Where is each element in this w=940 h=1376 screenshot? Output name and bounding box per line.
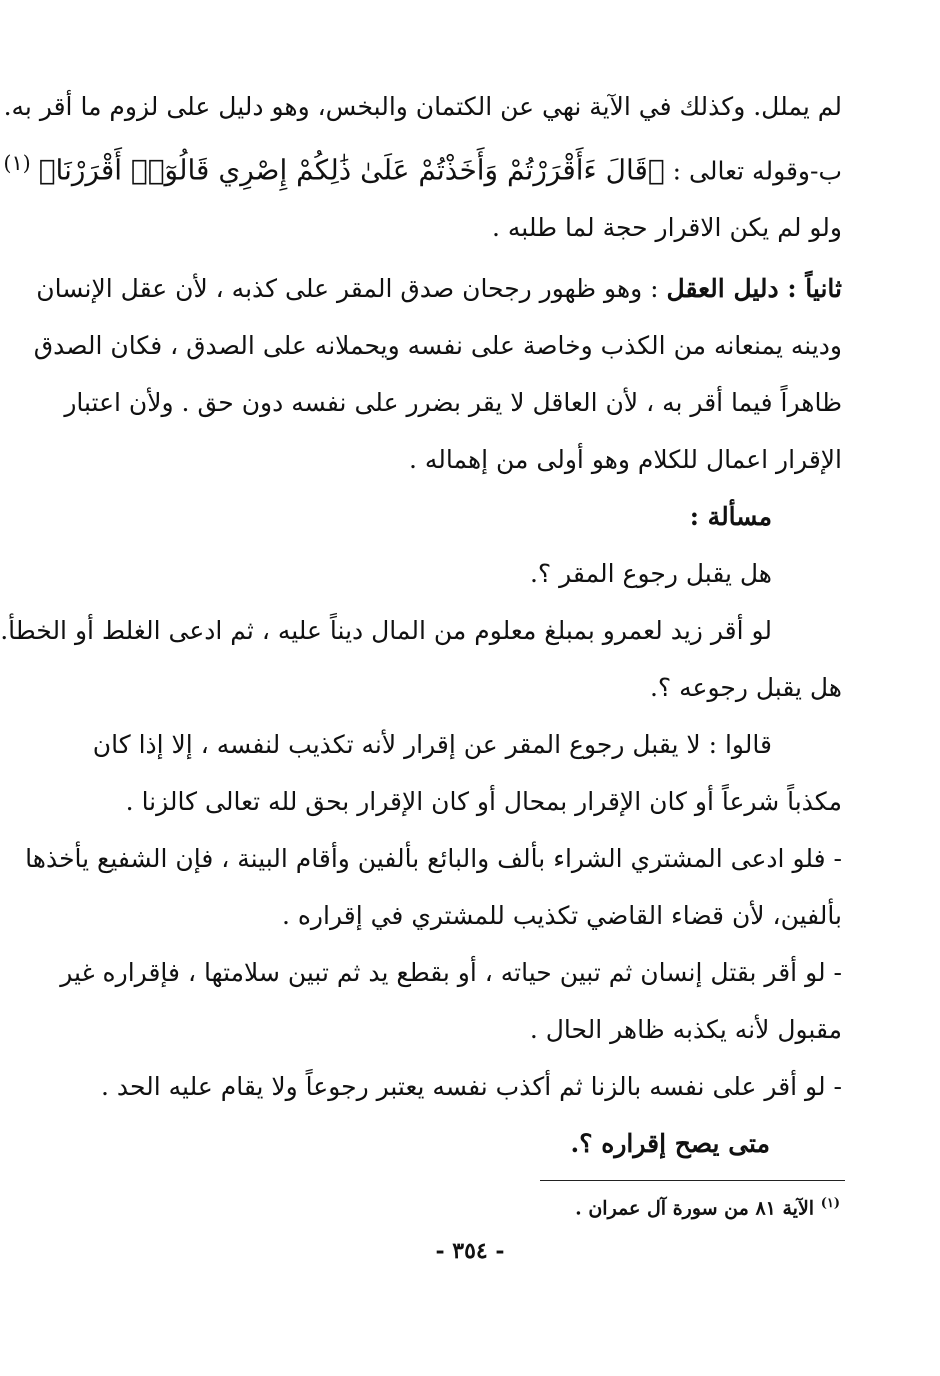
question-line [60, 1115, 842, 1172]
text-line: ولو لم يكن الاقرار حجة لما طلبه . [492, 213, 842, 243]
question-bold: متى يصح إقراره ؟. [570, 1129, 770, 1159]
text-line: لو أقر زيد لعمرو بمبلغ معلوم من المال ديناً عليه ، ثم ادعى الغلط أو الخطأ. [0, 616, 772, 646]
text-line: لم يملل. وكذلك في الآية نهي عن الكتمان والبخس، وهو دليل على لزوم ما أقر به. [3, 92, 842, 121]
text-line: مقبول لأنه يكذبه ظاهر الحال . [529, 1015, 842, 1045]
list-item: - فلو ادعى المشتري الشراء بألف والبائع بألفين وأقام البينة ، فإن الشفيع يأخذها [25, 844, 842, 874]
text-line: ودينه يمنعانه من الكذب وخاصة على نفسه ويحملانه على الصدق ، فكان الصدق [33, 331, 842, 361]
page-number: - ٣٥٤ - [435, 1238, 505, 1264]
section-heading: ثانياً : دليل العقل [666, 274, 842, 304]
issue-heading-text: مسألة : [689, 502, 772, 532]
footnote [575, 1196, 840, 1219]
question-line: هل يقبل رجوعه ؟. [649, 673, 842, 703]
footnote-marker: (١) [820, 1196, 840, 1211]
list-item: - لو أقر على نفسه بالزنا ثم أكذب نفسه يعتبر رجوعاً ولا يقام عليه الحد . [100, 1072, 842, 1102]
footnote-reference: (١) [3, 151, 31, 175]
quran-verse: ﴿قَالَ ءَأَقْرَرْتُمْ وَأَخَذْتُمْ عَلَىٰ ذَٰلِكُمْ إِصْرِي قَالُوٓا۟ أَقْرَرْنَا﴾ [38, 153, 665, 187]
text-line: بألفين، لأن قضاء القاضي تكذيب للمشتري في إقراره . [281, 901, 842, 931]
footnote-text: الآية ٨١ من سورة آل عمران . [575, 1197, 815, 1220]
issue-heading [60, 488, 842, 545]
footnote-divider [540, 1180, 845, 1181]
text-line: ظاهراً فيما أقر به ، لأن العاقل لا يقر بضرر على نفسه دون حق . ولأن اعتبار [64, 388, 842, 418]
text-line: قالوا : لا يقبل رجوع المقر عن إقرار لأنه تكذيب لنفسه ، إلا إذا كان [92, 730, 772, 760]
list-item: - لو أقر بقتل إنسان ثم تبين حياته ، أو بقطع يد ثم تبين سلامتها ، فإقراره غير [60, 958, 842, 988]
verse-line [3, 135, 842, 199]
verse-intro: ب-وقوله تعالى : [672, 156, 842, 186]
page-body [0, 78, 842, 1172]
text-line: مكذباً شرعاً أو كان الإقرار بمحال أو كان الإقرار بحق لله تعالى كالزنا . [125, 787, 842, 817]
section-text: : وهو ظهور رجحان صدق المقر على كذبه ، لأن عقل الإنسان [36, 274, 659, 304]
question-line: هل يقبل رجوع المقر ؟. [529, 559, 772, 589]
text-line: الإقرار اعمال للكلام وهو أولى من إهماله . [408, 445, 842, 475]
section-line [36, 260, 842, 317]
